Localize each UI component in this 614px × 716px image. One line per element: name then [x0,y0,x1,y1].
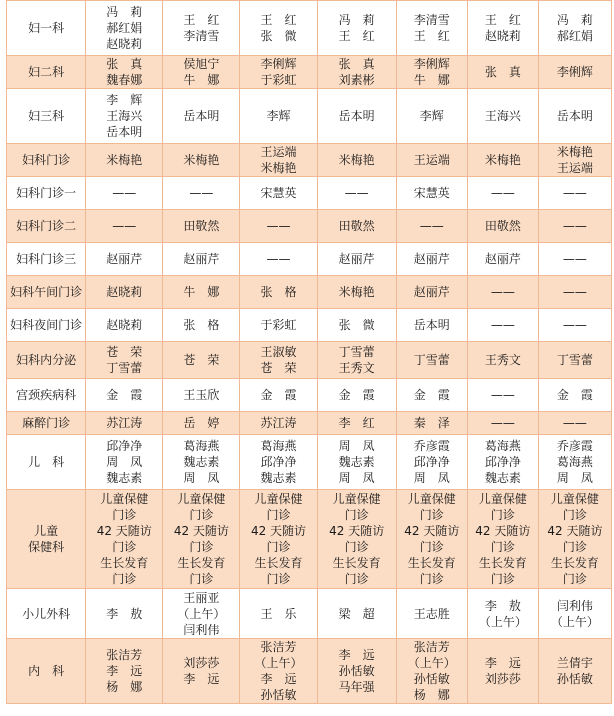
doctor-cell: 王志胜 [396,589,467,639]
doctor-cell: 金 霞 [317,379,396,412]
doctor-cell: 李 远 刘莎莎 [467,639,538,704]
doctor-cell: 田敬然 [467,210,538,243]
doctor-cell: 葛海燕 邱净净 魏志素 [240,435,317,490]
doctor-cell: 儿童保健 门诊 42 天随访 门诊 生长发育 门诊 [317,490,396,589]
doctor-cell: 葛海燕 邱净净 魏志素 [467,435,538,490]
table-row [7,435,612,490]
table-row [7,490,612,589]
doctor-cell: 王运端 米梅艳 [240,144,317,177]
doctor-cell: 赵丽芹 [163,243,240,276]
doctor-cell: 王海兴 [467,89,538,144]
department-cell: 小儿外科 [7,589,86,639]
doctor-cell: —— [467,177,538,210]
doctor-cell: 闫利伟 （上午） [538,589,611,639]
doctor-cell: 赵丽芹 [467,243,538,276]
doctor-cell: 冯 莉 郝红娟 赵晓莉 [86,1,163,56]
doctor-cell: 王淑敏 苍 荣 [240,342,317,379]
doctor-cell: 王运端 [396,144,467,177]
table-row [7,243,612,276]
doctor-cell: 苍 荣 丁雪蕾 [86,342,163,379]
doctor-cell: 金 霞 [86,379,163,412]
doctor-cell: 李 辉 王海兴 岳本明 [86,89,163,144]
doctor-cell: 牛 娜 [163,276,240,309]
department-cell: 妇科夜间门诊 [7,309,86,342]
doctor-cell: 葛海燕 魏志素 周 凤 [163,435,240,490]
doctor-cell: 米梅艳 [86,144,163,177]
doctor-cell: —— [538,309,611,342]
doctor-cell: 岳本明 [396,309,467,342]
doctor-cell: 邱净净 周 凤 魏志素 [86,435,163,490]
doctor-cell: 赵晓莉 [86,309,163,342]
doctor-cell: 田敬然 [163,210,240,243]
doctor-cell: 宋慧英 [396,177,467,210]
doctor-cell: 张洁芳 （上午） 孙恬敏 杨 娜 [396,639,467,704]
doctor-cell: 米梅艳 [317,276,396,309]
department-cell: 妇科门诊一 [7,177,86,210]
doctor-cell: —— [538,276,611,309]
table-row [7,56,612,89]
table-row [7,309,612,342]
doctor-cell: 李 敖 [86,589,163,639]
doctor-cell: 兰倩宇 孙恬敏 [538,639,611,704]
doctor-cell: 李俐辉 牛 娜 [396,56,467,89]
doctor-cell: 周 凤 魏志素 周 凤 [317,435,396,490]
doctor-cell: 梁 超 [317,589,396,639]
table-row [7,1,612,56]
doctor-cell: —— [240,243,317,276]
doctor-cell: 张洁芳 李 远 杨 娜 [86,639,163,704]
doctor-cell: —— [538,210,611,243]
table-row [7,89,612,144]
doctor-cell: 儿童保健 门诊 42 天随访 门诊 生长发育 门诊 [538,490,611,589]
doctor-cell: 乔彦霞 邱净净 周 凤 [396,435,467,490]
table-row [7,342,612,379]
doctor-cell: 李 红 [317,412,396,435]
doctor-cell: 张 真 刘素彬 [317,56,396,89]
department-cell: 妇三科 [7,89,86,144]
doctor-cell: 儿童保健 门诊 42 天随访 门诊 生长发育 门诊 [467,490,538,589]
doctor-cell: —— [396,210,467,243]
department-cell: 妇科午间门诊 [7,276,86,309]
doctor-cell: 赵丽芹 [317,243,396,276]
doctor-cell: —— [467,412,538,435]
doctor-cell: 儿童保健 门诊 42 天随访 门诊 生长发育 门诊 [396,490,467,589]
doctor-cell: 王 红 李清雪 [163,1,240,56]
doctor-cell: 乔彦霞 葛海燕 周 凤 [538,435,611,490]
doctor-cell: 金 霞 [538,379,611,412]
doctor-cell: —— [538,177,611,210]
doctor-cell: 米梅艳 王运端 [538,144,611,177]
doctor-cell: 金 霞 [240,379,317,412]
doctor-cell: 王 红 赵晓莉 [467,1,538,56]
table-row [7,210,612,243]
doctor-cell: 李 远 孙恬敏 马年强 [317,639,396,704]
doctor-cell: —— [538,412,611,435]
duty-schedule-table [6,0,612,704]
doctor-cell: 李俐辉 于彩虹 [240,56,317,89]
doctor-cell: —— [86,177,163,210]
department-cell: 宫颈疾病科 [7,379,86,412]
doctor-cell: 于彩虹 [240,309,317,342]
doctor-cell: 李辉 [396,89,467,144]
doctor-cell: 金 霞 [396,379,467,412]
doctor-cell: 冯 莉 郝红娟 [538,1,611,56]
doctor-cell: 李俐辉 [538,56,611,89]
schedule-body [7,1,612,704]
doctor-cell: 王秀文 [467,342,538,379]
doctor-cell: 米梅艳 [317,144,396,177]
doctor-cell: 丁雪蕾 王秀文 [317,342,396,379]
doctor-cell: 李 敖 （上午） [467,589,538,639]
department-cell: 妇科内分泌 [7,342,86,379]
doctor-cell: 赵丽芹 [86,243,163,276]
department-cell: 妇一科 [7,1,86,56]
doctor-cell: —— [467,379,538,412]
doctor-cell: 张 真 魏春娜 [86,56,163,89]
doctor-cell: 冯 莉 王 红 [317,1,396,56]
doctor-cell: 苍 荣 [163,342,240,379]
department-cell: 妇二科 [7,56,86,89]
doctor-cell: 苏江涛 [240,412,317,435]
doctor-cell: 儿童保健 门诊 42 天随访 门诊 生长发育 门诊 [240,490,317,589]
doctor-cell: 儿童保健 门诊 42 天随访 门诊 生长发育 门诊 [163,490,240,589]
doctor-cell: 田敬然 [317,210,396,243]
table-row [7,589,612,639]
doctor-cell: —— [467,276,538,309]
table-row [7,177,612,210]
doctor-cell: 丁雪蕾 [396,342,467,379]
doctor-cell: 赵丽芹 [396,243,467,276]
doctor-cell: 岳 婷 [163,412,240,435]
doctor-cell: 秦 泽 [396,412,467,435]
doctor-cell: 宋慧英 [240,177,317,210]
doctor-cell: 丁雪蕾 [538,342,611,379]
doctor-cell: —— [86,210,163,243]
doctor-cell: 王 乐 [240,589,317,639]
doctor-cell: 侯旭宁 牛 娜 [163,56,240,89]
department-cell: 妇科门诊三 [7,243,86,276]
doctor-cell: 李辉 [240,89,317,144]
doctor-cell: —— [240,210,317,243]
doctor-cell: 张 真 [467,56,538,89]
doctor-cell: 张 微 [317,309,396,342]
table-row [7,144,612,177]
doctor-cell: —— [163,177,240,210]
doctor-cell: 赵晓莉 [86,276,163,309]
doctor-cell: 岳本明 [317,89,396,144]
doctor-cell: 岳本明 [538,89,611,144]
table-row [7,379,612,412]
doctor-cell: 王玉欣 [163,379,240,412]
department-cell: 妇科门诊 [7,144,86,177]
doctor-cell: 张 格 [240,276,317,309]
doctor-cell: 儿童保健 门诊 42 天随访 门诊 生长发育 门诊 [86,490,163,589]
doctor-cell: 王丽亚 （上午） 闫利伟 [163,589,240,639]
department-cell: 麻醉门诊 [7,412,86,435]
department-cell: 儿 科 [7,435,86,490]
doctor-cell: 王 红 张 微 [240,1,317,56]
doctor-cell: 张洁芳 （上午） 李 远 孙恬敏 [240,639,317,704]
department-cell: 儿童 保健科 [7,490,86,589]
table-row [7,276,612,309]
doctor-cell: 米梅艳 [467,144,538,177]
department-cell: 内 科 [7,639,86,704]
doctor-cell: 李清雪 王 红 [396,1,467,56]
doctor-cell: 张 格 [163,309,240,342]
table-row [7,412,612,435]
doctor-cell: —— [317,177,396,210]
doctor-cell: 刘莎莎 李 远 [163,639,240,704]
doctor-cell: —— [538,243,611,276]
doctor-cell: 岳本明 [163,89,240,144]
doctor-cell: 米梅艳 [163,144,240,177]
department-cell: 妇科门诊二 [7,210,86,243]
doctor-cell: 赵丽芹 [396,276,467,309]
doctor-cell: 苏江涛 [86,412,163,435]
table-row [7,639,612,704]
doctor-cell: —— [467,309,538,342]
